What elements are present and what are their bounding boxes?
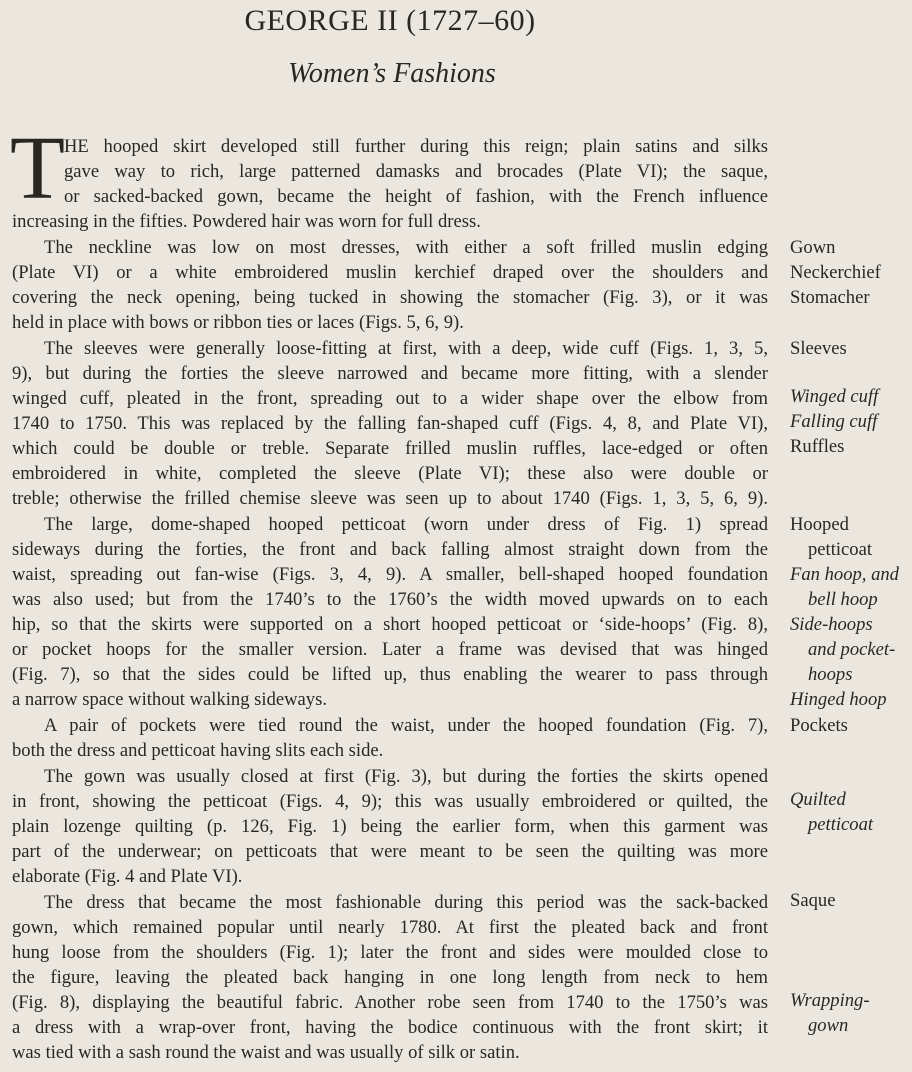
- margin-note: Stomacher: [790, 287, 870, 308]
- drop-cap: T: [10, 119, 65, 218]
- margin-note: Neckerchief: [790, 262, 881, 283]
- margin-note: Pockets: [790, 715, 848, 736]
- text-line: The neckline was low on most dresses, with either a soft frilled muslin edging: [44, 237, 768, 258]
- margin-note: gown: [808, 1015, 849, 1036]
- margin-note: Hinged hoop: [790, 689, 887, 710]
- text-line: elaborate (Fig. 4 and Plate VI).: [12, 866, 243, 887]
- text-line: The dress that became the most fashionable during this period was the sack-backed: [44, 892, 768, 913]
- text-line: plain lozenge quilting (p. 126, Fig. 1) being the earlier form, when this garment was: [12, 816, 768, 837]
- page-title: GEORGE II (1727–60): [244, 4, 536, 37]
- section-subtitle: Women’s Fashions: [288, 58, 496, 89]
- text-line: hip, so that the skirts were supported on a short hooped petticoat or ‘side-hoops’ (Fig. 8),: [12, 614, 768, 635]
- text-line: (Fig. 7), so that the sides could be lifted up, thus enabling the wearer to pass through: [12, 664, 768, 685]
- text-line: hung loose from the shoulders (Fig. 1); later the front and sides were moulded close to: [12, 942, 768, 963]
- text-line: winged cuff, pleated in the front, spreading out to a wider shape over the elbow from: [12, 388, 768, 409]
- margin-note: petticoat: [808, 814, 874, 835]
- text-line: increasing in the fifties. Powdered hair was worn for full dress.: [12, 211, 481, 232]
- margin-note: Gown: [790, 237, 836, 258]
- margin-note: Fan hoop, and: [790, 564, 899, 585]
- text-line: a narrow space without walking sideways.: [12, 689, 327, 710]
- text-line: part of the underwear; on petticoats that were meant to be seen the quilting was more: [12, 841, 768, 862]
- margin-note: Wrapping-: [790, 990, 870, 1011]
- text-line: waist, spreading out fan-wise (Figs. 3, 4, 9). A smaller, bell-shaped hooped foundation: [12, 564, 768, 585]
- text-line: a dress with a wrap-over front, having the bodice continuous with the front skirt; it: [12, 1017, 768, 1038]
- text-line: 1740 to 1750. This was replaced by the falling fan-shaped cuff (Figs. 4, 8, and Plate VI),: [12, 413, 768, 434]
- margin-note: Saque: [790, 890, 836, 911]
- margin-note: Sleeves: [790, 338, 847, 359]
- text-line: 9), but during the forties the sleeve narrowed and became more fitting, with a slender: [12, 363, 768, 384]
- text-line: was also used; but from the 1740’s to the 1760’s the width moved upwards on to each: [12, 589, 768, 610]
- text-line: in front, showing the petticoat (Figs. 4, 9); this was usually embroidered or quilted, the: [12, 791, 768, 812]
- margin-note: bell hoop: [808, 589, 878, 610]
- text-line: The large, dome-shaped hooped petticoat (worn under dress of Fig. 1) spread: [44, 514, 768, 535]
- text-line: gave way to rich, large patterned damasks and brocades (Plate VI); the saque,: [64, 161, 768, 182]
- margin-note: and pocket-: [808, 639, 896, 660]
- text-line: (Fig. 8), displaying the beautiful fabric. Another robe seen from 1740 to the 1750’s was: [12, 992, 768, 1013]
- text-line: was tied with a sash round the waist and was usually of silk or satin.: [12, 1042, 520, 1063]
- text-line: held in place with bows or ribbon ties or laces (Figs. 5, 6, 9).: [12, 312, 464, 333]
- text-line: or sacked-backed gown, became the height of fashion, with the French influence: [64, 186, 768, 207]
- margin-note: Side-hoops: [790, 614, 873, 635]
- text-line: treble; otherwise the frilled chemise sleeve was seen up to about 1740 (Figs. 1, 3, 5, 6, 9).: [12, 488, 768, 509]
- margin-note: Hooped: [790, 514, 849, 535]
- text-line: (Plate VI) or a white embroidered muslin kerchief draped over the shoulders and: [12, 262, 768, 283]
- text-line: or pocket hoops for the smaller version. Later a frame was devised that was hinged: [12, 639, 768, 660]
- text-line: gown, which remained popular until nearly 1780. At first the pleated back and front: [12, 917, 768, 938]
- text-line: A pair of pockets were tied round the waist, under the hooped foundation (Fig. 7),: [44, 715, 768, 736]
- margin-note: Winged cuff: [790, 386, 879, 407]
- margin-note: hoops: [808, 664, 853, 685]
- text-line: which could be double or treble. Separate frilled muslin ruffles, lace-edged or often: [12, 438, 768, 459]
- text-line: covering the neck opening, being tucked in showing the stomacher (Fig. 3), or it was: [12, 287, 768, 308]
- text-line: both the dress and petticoat having slits each side.: [12, 740, 384, 761]
- margin-note: petticoat: [808, 539, 873, 560]
- text-line: sideways during the forties, the front and back falling almost straight down from the: [12, 539, 768, 560]
- text-line: The gown was usually closed at first (Fig. 3), but during the forties the skirts opened: [44, 766, 768, 787]
- margin-note: Ruffles: [790, 436, 845, 457]
- text-line: HE hooped skirt developed still further during this reign; plain satins and silks: [64, 136, 768, 157]
- margin-note: Falling cuff: [790, 411, 878, 432]
- margin-note: Quilted: [790, 789, 846, 810]
- text-line: the figure, leaving the pleated back hanging in one long length from neck to hem: [12, 967, 768, 988]
- text-line: embroidered in white, completed the sleeve (Plate VI); these also were double or: [12, 463, 768, 484]
- text-line: The sleeves were generally loose-fitting at first, with a deep, wide cuff (Figs. 1, 3, 5,: [44, 338, 768, 359]
